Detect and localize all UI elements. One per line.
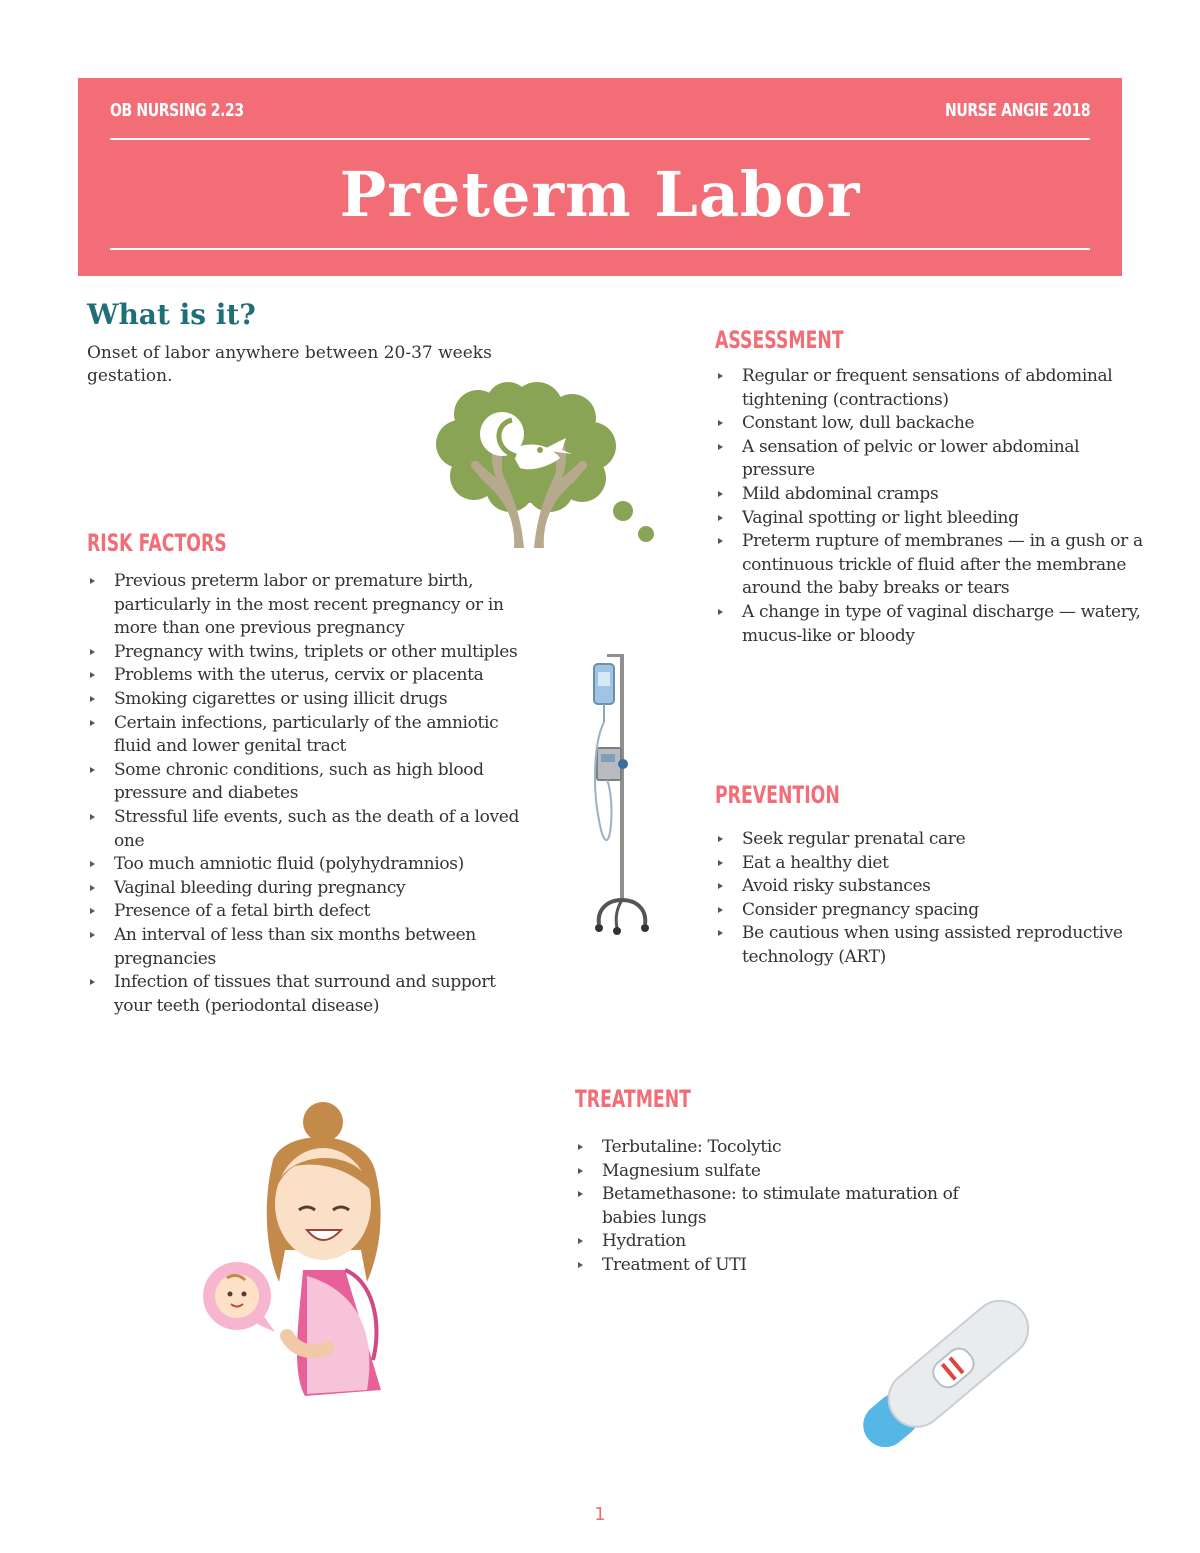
tree-hands-baby-icon [432, 380, 662, 550]
course-label: OB NURSING 2.23 [110, 100, 244, 121]
list-item: Mild abdominal cramps [715, 483, 1155, 507]
prevention-list [715, 828, 1155, 970]
list-item: Betamethasone: to stimulate maturation of babies lungs [575, 1183, 995, 1230]
list-item: A sensation of pelvic or lower abdominal pressure [715, 436, 1155, 483]
treatment-heading: TREATMENT [575, 1085, 691, 1113]
page-title: Preterm Labor [339, 158, 861, 231]
list-item: Eat a healthy diet [715, 852, 1155, 876]
list-item: An interval of less than six months between pregnancies [87, 924, 527, 971]
treatment-list [575, 1136, 995, 1278]
risk-factors-list [87, 570, 527, 1018]
iv-pole-icon [585, 652, 655, 937]
list-item: Some chronic conditions, such as high blood pressure and diabetes [87, 759, 527, 806]
page-number: 1 [594, 1504, 606, 1525]
what-is-it-text: Onset of labor anywhere between 20-37 weeks gestation. [87, 343, 492, 386]
list-item: Pregnancy with twins, triplets or other multiples [87, 641, 527, 665]
list-item: Be cautious when using assisted reproductive technology (ART) [715, 922, 1155, 969]
list-item: Constant low, dull backache [715, 412, 1155, 436]
author-label: NURSE ANGIE 2018 [944, 100, 1090, 121]
header-banner [78, 78, 1122, 276]
list-item: Vaginal bleeding during pregnancy [87, 877, 527, 901]
list-item: Stressful life events, such as the death of a loved one [87, 806, 527, 853]
what-is-it-heading: What is it? [87, 298, 256, 331]
header-divider-top [110, 138, 1090, 140]
list-item: Certain infections, particularly of the amniotic fluid and lower genital tract [87, 712, 527, 759]
assessment-heading: ASSESSMENT [715, 326, 844, 354]
list-item: Terbutaline: Tocolytic [575, 1136, 995, 1160]
list-item: Smoking cigarettes or using illicit drugs [87, 688, 527, 712]
list-item: Seek regular prenatal care [715, 828, 1155, 852]
list-item: Hydration [575, 1230, 995, 1254]
list-item: Too much amniotic fluid (polyhydramnios) [87, 853, 527, 877]
header-divider-bottom [110, 248, 1090, 250]
pregnancy-test-icon [840, 1275, 1050, 1475]
assessment-list [715, 365, 1155, 648]
list-item: A change in type of vaginal discharge — watery, mucus-like or bloody [715, 601, 1155, 648]
list-item: Infection of tissues that surround and support your teeth (periodontal disease) [87, 971, 527, 1018]
pregnant-woman-icon [195, 1100, 400, 1400]
list-item: Presence of a fetal birth defect [87, 900, 527, 924]
list-item: Regular or frequent sensations of abdominal tightening (contractions) [715, 365, 1155, 412]
list-item: Treatment of UTI [575, 1254, 995, 1278]
list-item: Problems with the uterus, cervix or placenta [87, 664, 527, 688]
risk-factors-heading: RISK FACTORS [87, 529, 227, 557]
list-item: Previous preterm labor or premature birth, particularly in the most recent pregnancy or in more than one previous pregnancy [87, 570, 527, 641]
list-item: Preterm rupture of membranes — in a gush or a continuous trickle of fluid after the membrane around the baby breaks or tears [715, 530, 1155, 601]
prevention-heading: PREVENTION [715, 781, 840, 809]
list-item: Magnesium sulfate [575, 1160, 995, 1184]
list-item: Vaginal spotting or light bleeding [715, 507, 1155, 531]
list-item: Avoid risky substances [715, 875, 1155, 899]
list-item: Consider pregnancy spacing [715, 899, 1155, 923]
